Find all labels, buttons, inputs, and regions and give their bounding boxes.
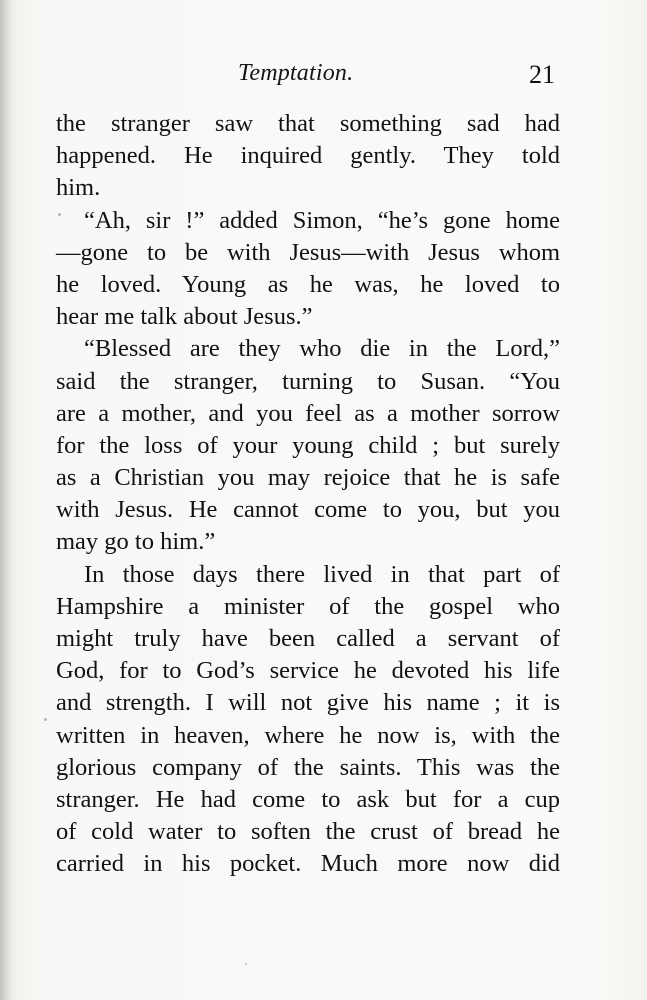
text-line: might truly have been called a servant of — [56, 625, 560, 652]
text-line: glorious company of the saints. This was the — [56, 753, 560, 781]
text-line: for the loss of your young child ; but surely — [56, 431, 560, 459]
text-line: written in heaven, where he now is, with the — [56, 721, 560, 749]
text-line: him. — [56, 174, 101, 202]
text-line: with Jesus. He cannot come to you, but you — [56, 496, 560, 524]
paper-speck — [44, 718, 47, 721]
body-text — [56, 108, 560, 881]
text-line: —gone to be with Jesus—with Jesus whom — [56, 238, 560, 266]
text-line: God, for to God’s service he devoted his life — [56, 657, 560, 685]
text-line: as a Christian you may rejoice that he is safe — [56, 464, 560, 492]
text-line: are a mother, and you feel as a mother sorrow — [56, 399, 560, 427]
running-title: Temptation. — [238, 60, 354, 86]
text-line: hear me talk about Jesus.” — [56, 303, 313, 331]
text-line: carried in his pocket. Much more now did — [56, 850, 560, 878]
spine-shadow — [0, 0, 14, 1000]
text-line: said the stranger, turning to Susan. “You — [56, 367, 560, 395]
paper-speck — [58, 213, 61, 216]
page-header — [0, 58, 647, 94]
text-line: In those days there lived in that part of — [84, 560, 560, 588]
text-line: Hampshire a minister of the gospel who — [56, 592, 560, 620]
text-line: happened. He inquired gently. They told — [56, 142, 560, 170]
text-line: may go to him.” — [56, 528, 216, 556]
text-line: and strength. I will not give his name ; it is — [56, 689, 560, 717]
paper-speck — [245, 963, 247, 965]
text-line: the stranger saw that something sad had — [56, 110, 560, 137]
text-line: “Ah, sir !” added Simon, “he’s gone home — [84, 206, 560, 234]
text-line: stranger. He had come to ask but for a cup — [56, 785, 560, 813]
text-line: he loved. Young as he was, he loved to — [56, 270, 560, 298]
page-number: 21 — [529, 60, 555, 89]
text-line: “Blessed are they who die in the Lord,” — [84, 335, 560, 363]
text-line: of cold water to soften the crust of bread he — [56, 818, 560, 846]
